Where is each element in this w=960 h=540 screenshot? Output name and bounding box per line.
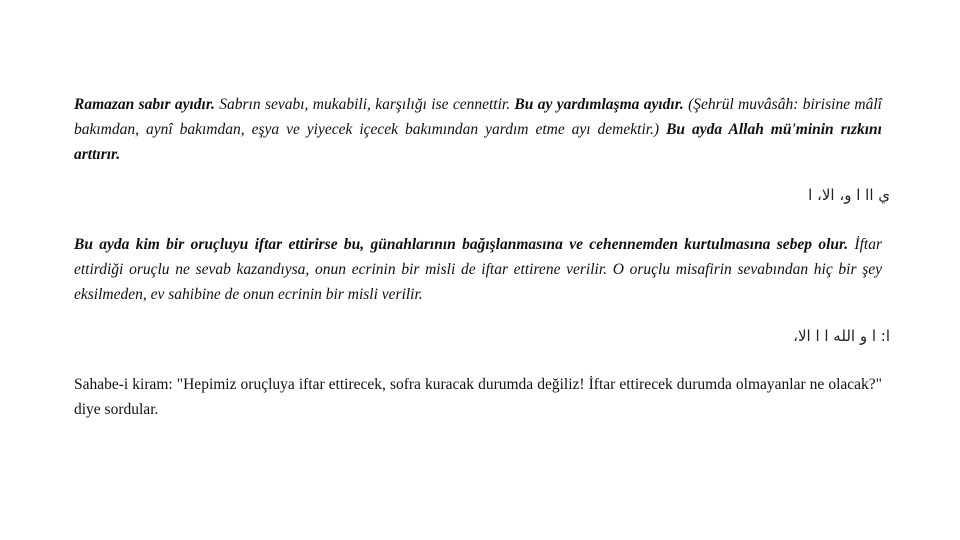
- paragraph-sahabe: Sahabe-i kiram: "Hepimiz oruçluya iftar ettirecek, sofra kuracak durumda değiliz! İftar ettirecek durumda olmayanlar ne olacak?" diye sordular.: [74, 376, 882, 418]
- bold-sentence-yardimlasma: Bu ay yardımlaşma ayıdır.: [514, 96, 684, 113]
- paragraph-ramazan-sabir: [74, 92, 882, 167]
- bold-sentence-iftar: Bu ayda kim bir oruçluyu iftar ettirirse bu, günahlarının bağışlanmasına ve cehennemden kurtulmasına sebep olur.: [74, 236, 849, 253]
- italic-text-sevab: Sabrın sevabı, mukabili, karşılığı ise cennettir.: [214, 96, 515, 113]
- arabic-text-line-2: ا: ا و الله ا ا الا،: [793, 327, 890, 345]
- bold-sentence-rizik: Bu ayda Allah mü'minin rızkını arttırır.: [74, 121, 882, 163]
- bold-sentence-sabir: Ramazan sabır ayıdır.: [74, 96, 215, 113]
- italic-text-ecir: İftar ettirdiği oruçlu ne sevab kazandıysa, onun ecrinin bir misli de iftar ettirene verilir. O oruçlu misafirin sevabından hiç bir şey eksilmeden, ev sahibine de onun ecrinin bir misli verilir.: [74, 236, 882, 303]
- paragraph-iftar: [74, 232, 882, 307]
- arabic-text-line-1: ي اا ا و، الا، ا: [808, 186, 890, 204]
- italic-text-muvasah: (Şehrül muvâsâh: birisine mâlî bakımdan, aynî bakımdan, eşya ve yiyecek içecek bakımından yardım etme ayı demektir.): [74, 96, 882, 138]
